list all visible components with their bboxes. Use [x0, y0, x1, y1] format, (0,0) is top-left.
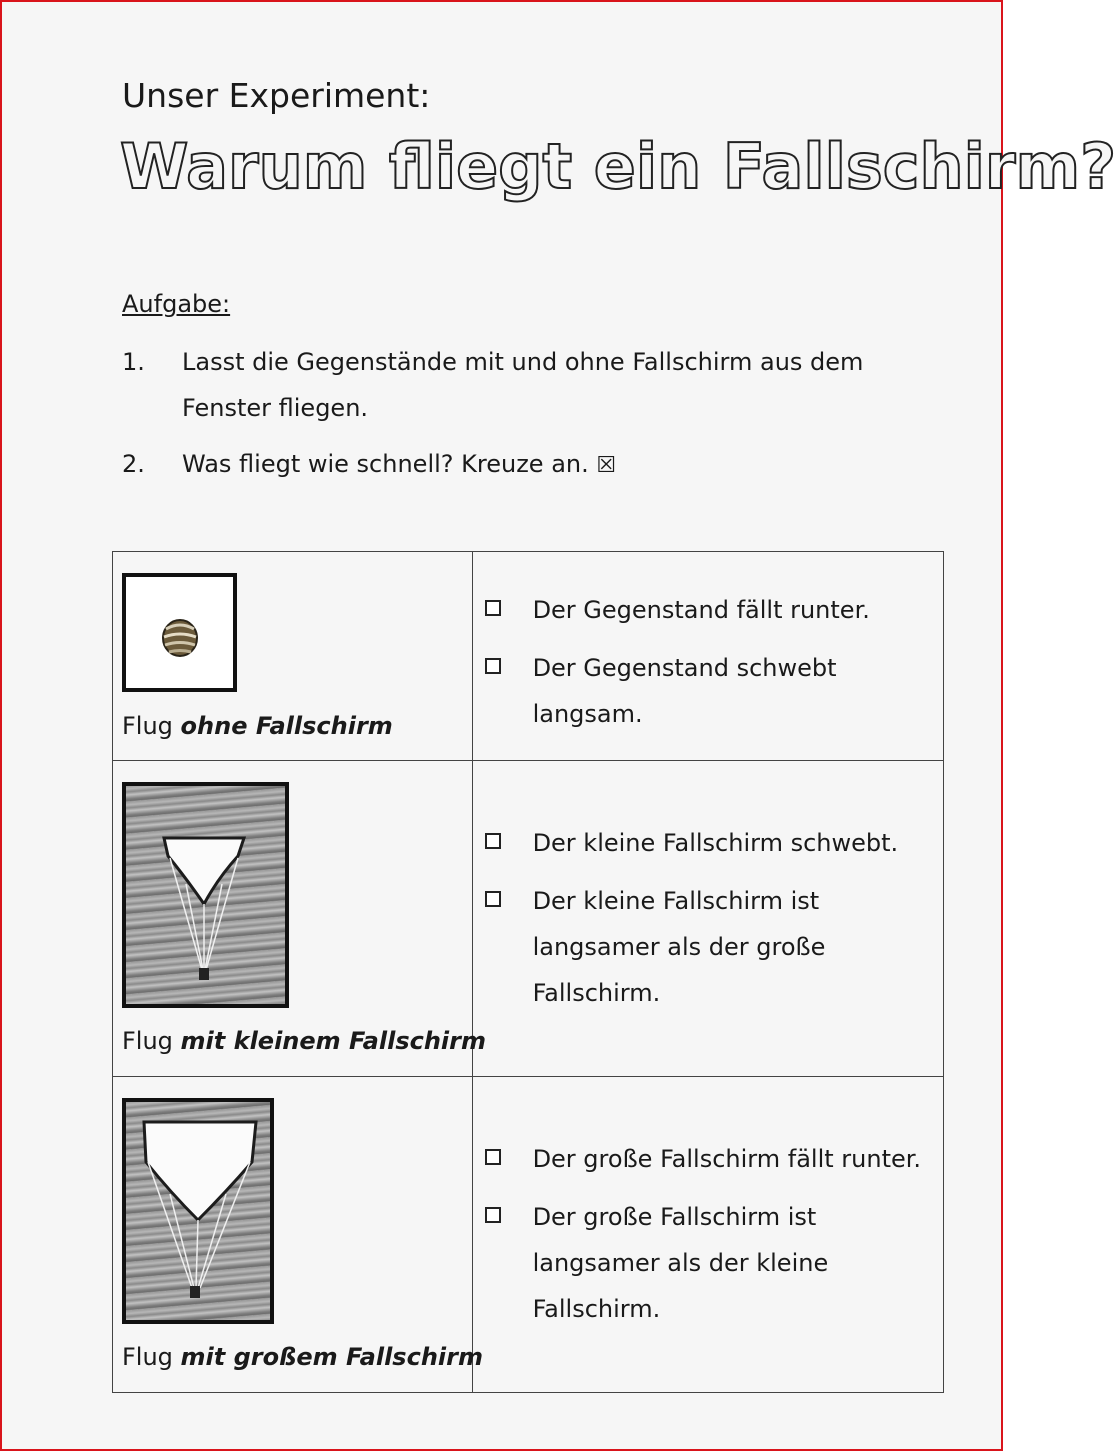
- options-list: [483, 1136, 933, 1332]
- task-item-1: [122, 339, 902, 431]
- caption-prefix: Flug: [122, 1027, 181, 1055]
- checkbox[interactable]: [485, 658, 501, 674]
- task-text-label: Was fliegt wie schnell? Kreuze an.: [182, 450, 589, 478]
- caption-emphasis: mit großem Fallschirm: [180, 1343, 483, 1371]
- flight-caption: [122, 1027, 486, 1055]
- options-list: [483, 820, 933, 1016]
- parachute-icon: [126, 786, 285, 1004]
- caption-prefix: Flug: [122, 1343, 181, 1371]
- checked-box-icon: ☒: [596, 453, 617, 478]
- checkbox[interactable]: [485, 891, 501, 907]
- option-label: Der große Fallschirm fällt runter.: [532, 1145, 922, 1173]
- option-label: Der kleine Fallschirm ist langsamer als der große Fallschirm.: [532, 887, 826, 1007]
- option-item: [483, 1194, 933, 1332]
- flight-caption: [122, 712, 393, 740]
- option-item: [483, 820, 933, 866]
- experiment-table: [112, 551, 944, 1393]
- option-item: [483, 587, 933, 633]
- table-row: [113, 1077, 944, 1393]
- caption-prefix: Flug: [122, 712, 181, 740]
- options-cell: [472, 552, 943, 761]
- page-title: Warum fliegt ein Fallschirm?: [120, 130, 1116, 203]
- checkbox[interactable]: [485, 833, 501, 849]
- object-image: [122, 573, 237, 692]
- small-parachute-photo: [122, 782, 289, 1008]
- large-parachute-photo: [122, 1098, 274, 1324]
- parachute-icon: [126, 1102, 270, 1320]
- caption-emphasis: mit kleinem Fallschirm: [180, 1027, 486, 1055]
- checkbox[interactable]: [485, 1207, 501, 1223]
- option-item: [483, 645, 933, 737]
- options-cell: [472, 761, 943, 1077]
- flight-caption: [122, 1343, 483, 1371]
- option-label: Der Gegenstand fällt runter.: [532, 596, 870, 624]
- task-text: Lasst die Gegenstände mit und ohne Fallschirm aus dem Fenster fliegen.: [182, 348, 864, 422]
- table-row: [113, 761, 944, 1077]
- checkbox[interactable]: [485, 600, 501, 616]
- option-label: Der große Fallschirm ist langsamer als der kleine Fallschirm.: [532, 1203, 829, 1323]
- option-item: [483, 878, 933, 1016]
- option-item: [483, 1136, 933, 1182]
- task-item-2: [122, 441, 902, 489]
- checkbox[interactable]: [485, 1149, 501, 1165]
- flight-cell: [113, 1077, 483, 1393]
- options-list: [483, 587, 933, 737]
- ball-icon: [126, 577, 233, 688]
- option-label: Der Gegenstand schwebt langsam.: [532, 654, 837, 728]
- task-heading: Aufgabe:: [122, 290, 231, 318]
- task-number: 1.: [122, 348, 145, 376]
- option-label: Der kleine Fallschirm schwebt.: [532, 829, 899, 857]
- flight-cell: [113, 761, 486, 1077]
- table-row: [113, 552, 944, 761]
- task-text: [182, 441, 902, 489]
- flight-cell: [113, 552, 473, 761]
- caption-emphasis: ohne Fallschirm: [180, 712, 393, 740]
- page-subtitle: Unser Experiment:: [122, 76, 431, 115]
- options-cell: [472, 1077, 943, 1393]
- task-number: 2.: [122, 450, 145, 478]
